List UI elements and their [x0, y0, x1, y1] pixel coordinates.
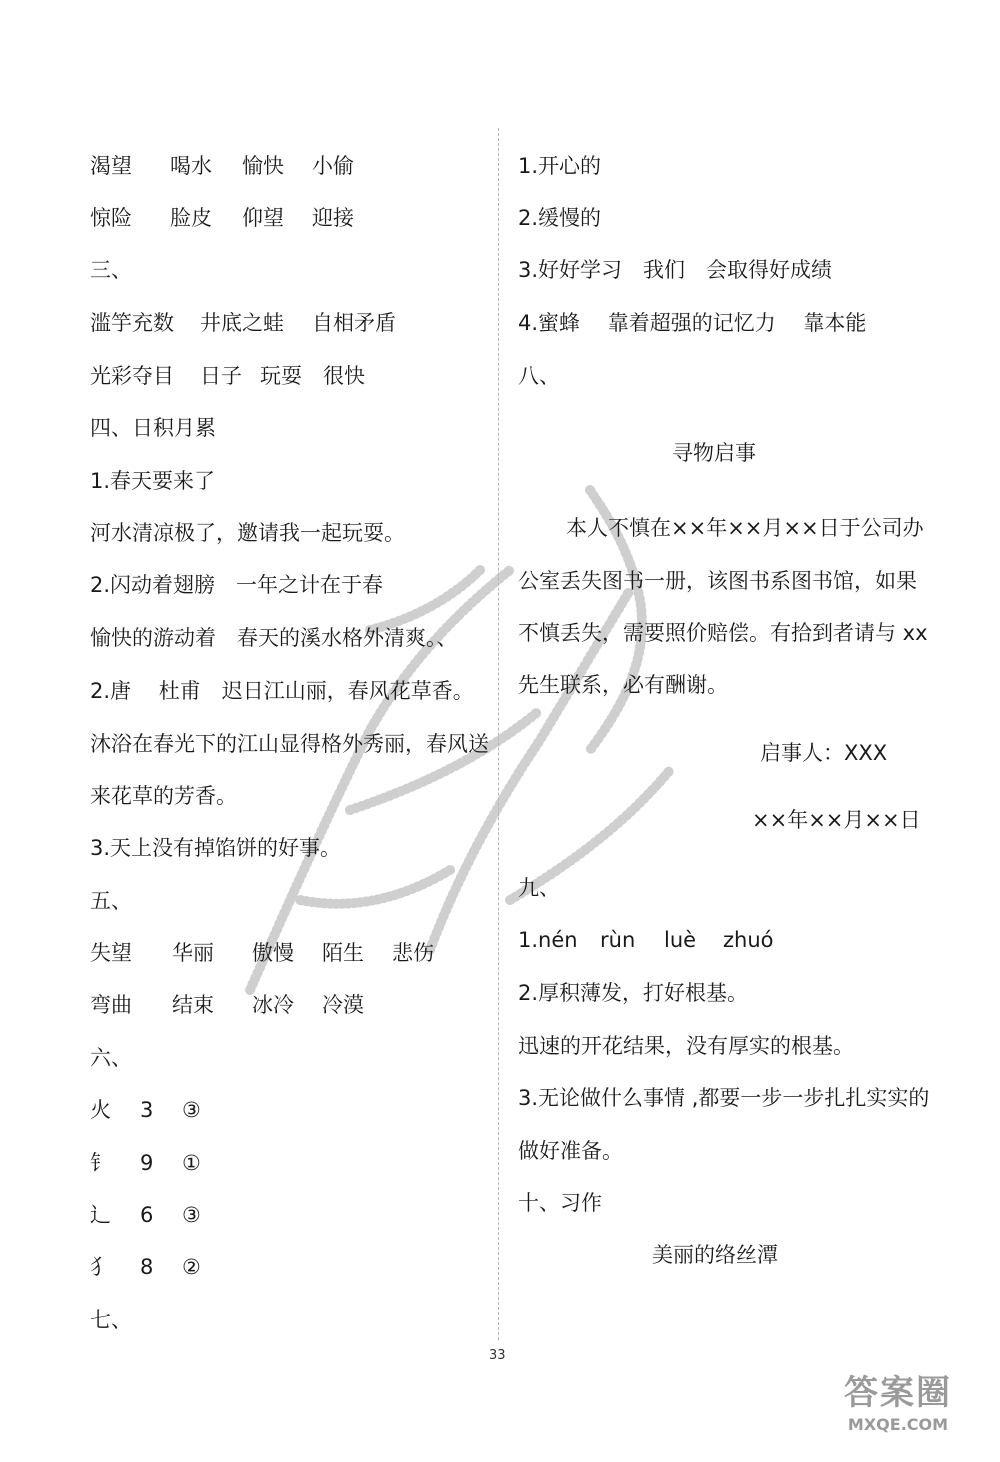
radical: 火	[90, 1098, 111, 1122]
notice-signer: 启事人：XXX	[760, 741, 888, 765]
word: 仰望	[242, 206, 284, 230]
answer-line: 3.无论做什么事情 ,都要一步一步扎扎实实的	[518, 1086, 930, 1110]
word: 陌生	[322, 941, 364, 965]
answer-line: 2.厚积薄发，打好根基。	[518, 981, 749, 1005]
section-6-heading: 六、	[90, 1046, 132, 1070]
page-number: 33	[489, 1348, 506, 1363]
column-divider	[498, 128, 499, 1340]
radical: 钅	[90, 1151, 111, 1175]
pinyin: 1.nén	[518, 928, 578, 952]
word: 冰冷	[252, 993, 294, 1017]
word: 悲伤	[392, 941, 434, 965]
section-9-heading: 九、	[518, 876, 560, 900]
answer-line: 来花草的芳香。	[90, 784, 237, 808]
radical: 犭	[90, 1255, 111, 1279]
answer-line: 2.缓慢的	[518, 206, 602, 230]
pinyin: zhuó	[723, 928, 774, 952]
word: 迎接	[312, 206, 354, 230]
choice-number: ①	[182, 1151, 201, 1175]
word: 日子	[200, 364, 242, 388]
idiom: 井底之蛙	[200, 311, 284, 335]
stroke-count: 8	[140, 1255, 154, 1279]
answer-line: 3.天上没有掉馅饼的好事。	[90, 836, 342, 860]
watermark-logo	[818, 1372, 978, 1452]
answer-line: 2.唐 杜甫 迟日江山丽，春风花草香。	[90, 679, 474, 703]
stroke-count: 9	[140, 1151, 154, 1175]
word: 结束	[172, 993, 214, 1017]
section-8-heading: 八、	[518, 364, 560, 388]
stroke-count: 3	[140, 1098, 154, 1122]
watermark-url: MXQE.COM	[847, 1415, 949, 1434]
word: 喝水	[170, 154, 212, 178]
idiom: 自相矛盾	[312, 311, 396, 335]
word: 傲慢	[252, 941, 294, 965]
answer-line: 4.蜜蜂 靠着超强的记忆力 靠本能	[518, 311, 867, 335]
word: 惊险	[90, 206, 132, 230]
word: 华丽	[172, 941, 214, 965]
radical: 辶	[90, 1203, 111, 1227]
word: 光彩夺目	[90, 364, 174, 388]
idiom: 滥竽充数	[90, 311, 174, 335]
answer-line: 1.春天要来了	[90, 469, 216, 493]
answer-line: 沐浴在春光下的江山显得格外秀丽，春风送	[90, 732, 489, 756]
section-3-heading: 三、	[90, 258, 132, 282]
section-7-heading: 七、	[90, 1308, 132, 1332]
pinyin: luè	[664, 928, 697, 952]
word: 脸皮	[170, 206, 212, 230]
answer-line: 1.开心的	[518, 154, 602, 178]
word: 弯曲	[90, 993, 132, 1017]
notice-paragraph: 公室丢失图书一册，该图书系图书馆，如果	[518, 569, 917, 593]
word: 失望	[90, 941, 132, 965]
notice-paragraph: 先生联系，必有酬谢。	[518, 673, 728, 697]
answer-line: 2.闪动着翅膀 一年之计在于春	[90, 573, 384, 597]
word: 很快	[323, 364, 365, 388]
notice-date: ××年××月××日	[752, 808, 921, 832]
answer-line: 迅速的开花结果，没有厚实的根基。	[518, 1034, 854, 1058]
word: 愉快	[242, 154, 284, 178]
choice-number: ③	[182, 1203, 201, 1227]
section-4-heading: 四、日积月累	[90, 416, 216, 440]
word: 渴望	[90, 154, 132, 178]
word: 冷漠	[322, 993, 364, 1017]
notice-paragraph: 本人不慎在××年××月××日于公司办	[566, 516, 924, 540]
essay-title: 美丽的络丝潭	[652, 1243, 778, 1267]
choice-number: ②	[182, 1255, 201, 1279]
notice-paragraph: 不慎丢失，需要照价赔偿。有拾到者请与 xx	[518, 621, 928, 645]
answer-line: 愉快的游动着 春天的溪水格外清爽。、	[90, 626, 458, 650]
notice-title: 寻物启事	[672, 441, 756, 465]
section-5-heading: 五、	[90, 889, 132, 913]
pinyin: rùn	[600, 928, 636, 952]
answer-line: 做好准备。	[518, 1139, 623, 1163]
answer-line: 河水清凉极了，邀请我一起玩耍。	[90, 521, 405, 545]
choice-number: ③	[182, 1098, 201, 1122]
answer-line: 3.好好学习 我们 会取得好成绩	[518, 258, 833, 282]
stroke-count: 6	[140, 1203, 154, 1227]
section-10-heading: 十、习作	[518, 1191, 602, 1215]
word: 玩耍	[260, 364, 302, 388]
word: 小偷	[312, 154, 354, 178]
watermark-logo-text: 答案圈	[844, 1373, 952, 1413]
